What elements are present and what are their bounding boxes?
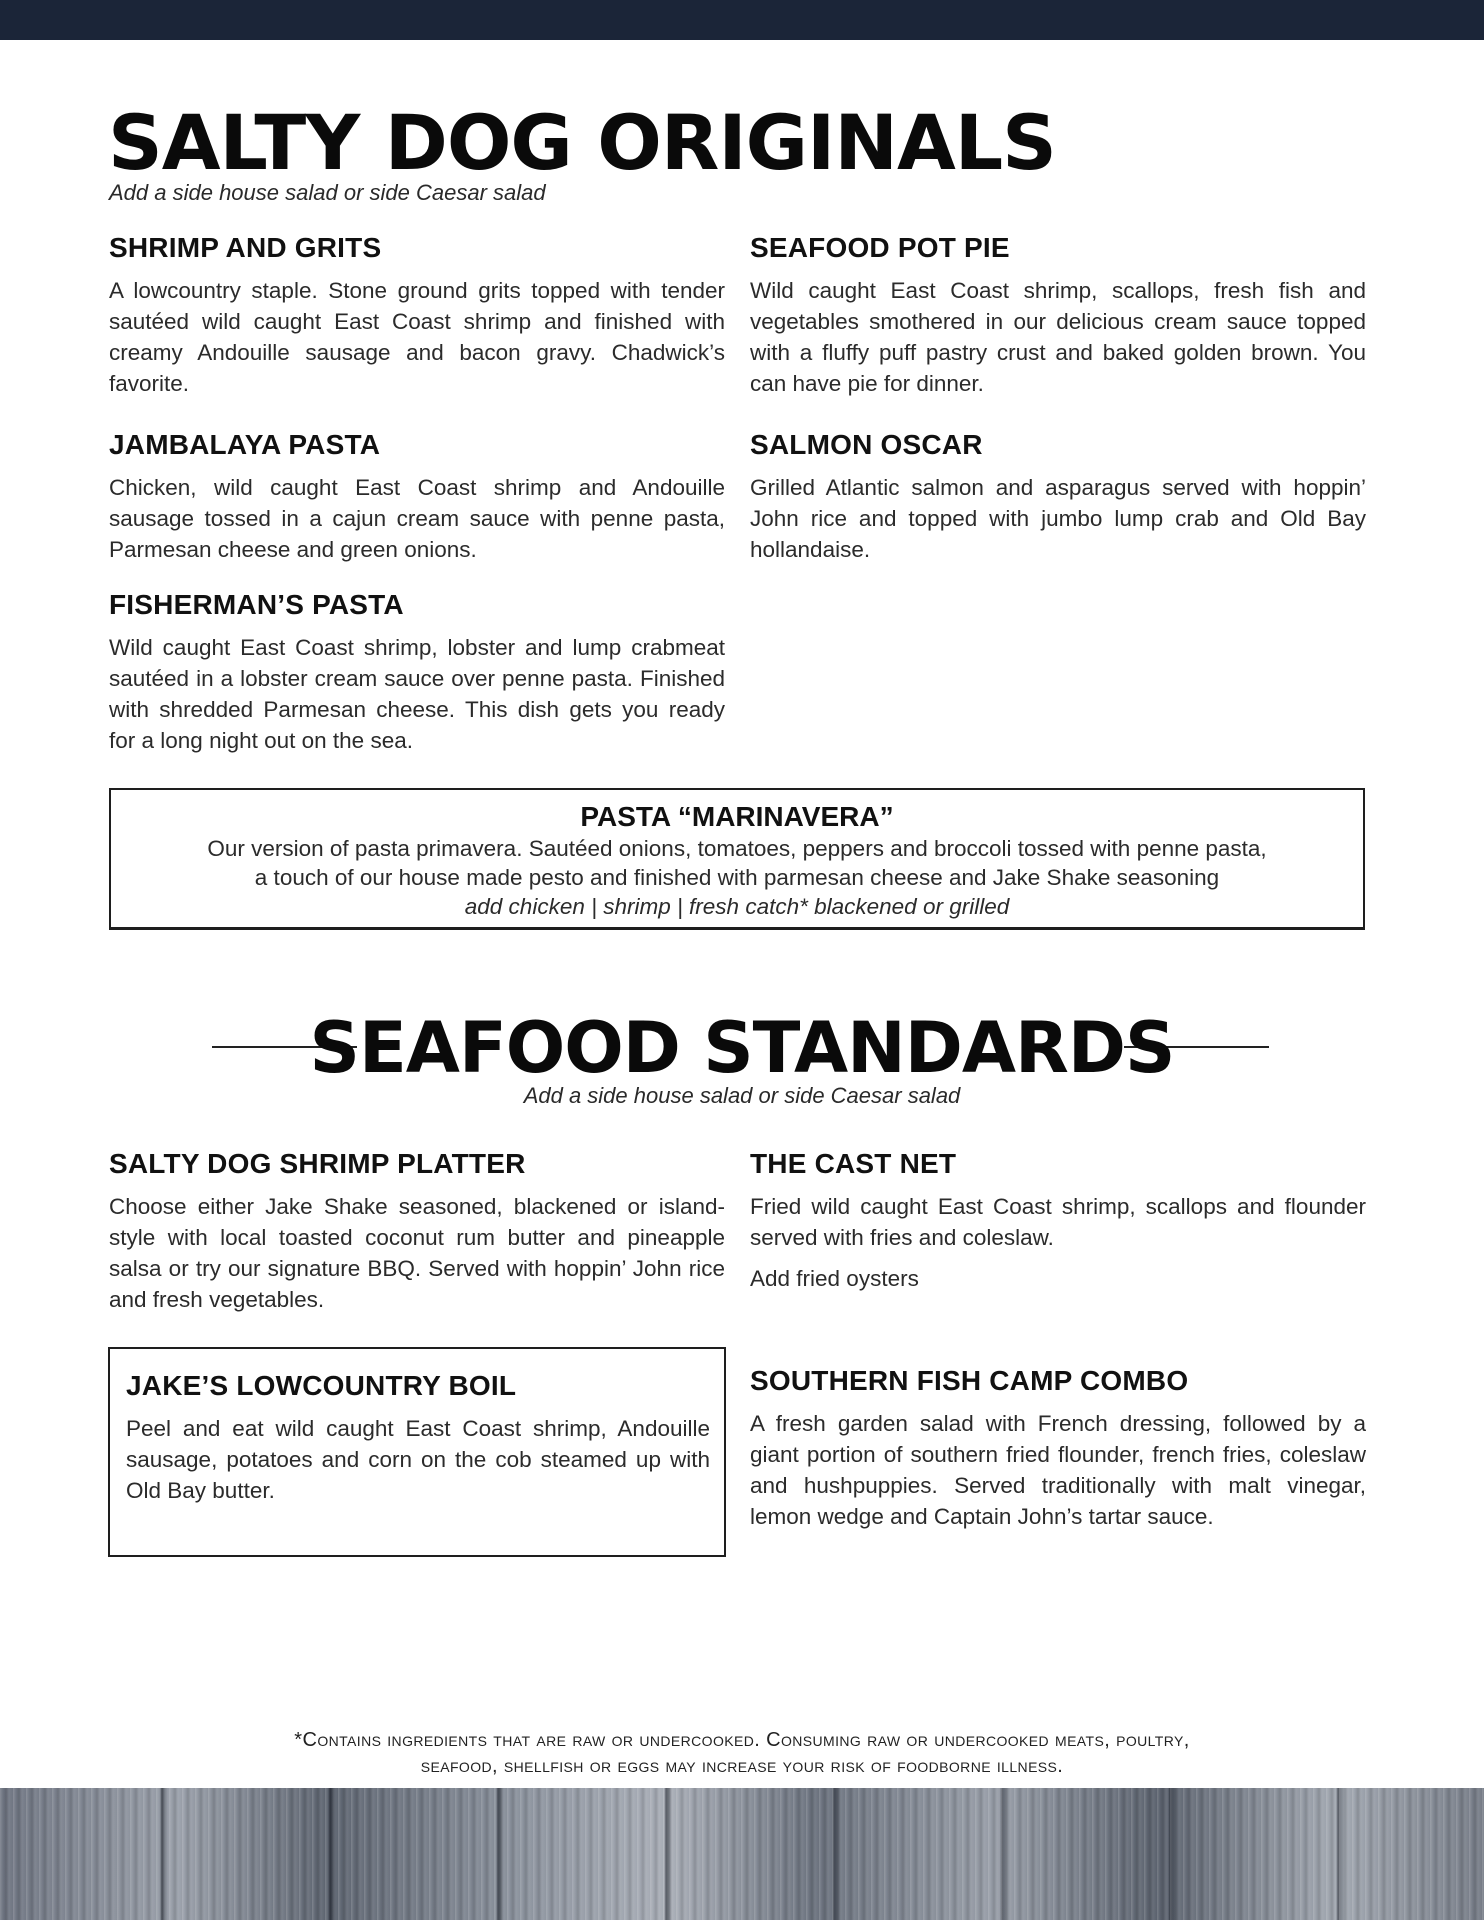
disclaimer: [150, 1727, 1334, 1779]
menu-item-description: Choose either Jake Shake seasoned, blackened or island-style with local toasted coconut rum butter and pineapple salsa or try our signature BBQ. Served with hoppin’ John rice and fresh vegetables.: [109, 1194, 725, 1312]
menu-item-name: FISHERMAN’S PASTA: [109, 589, 404, 620]
menu-item-name: THE CAST NET: [750, 1148, 957, 1179]
menu-item-fishermans-pasta: [109, 588, 725, 756]
wood-texture-footer: [0, 1788, 1484, 1920]
featured-item-addons: add chicken | shrimp | fresh catch* blackened or grilled: [464, 894, 1010, 919]
menu-item-lowcountry-boil: [126, 1369, 710, 1506]
menu-item-description: Fried wild caught East Coast shrimp, scallops and flounder served with fries and coleslaw.: [750, 1194, 1366, 1250]
menu-item-name: SEAFOOD POT PIE: [750, 232, 1010, 263]
menu-item-cast-net: [750, 1147, 1366, 1294]
section-subtitle-standards: Add a side house salad or side Caesar salad: [523, 1083, 961, 1108]
featured-item-box: [109, 788, 1365, 930]
menu-item-shrimp-platter: [109, 1147, 725, 1315]
menu-item-addon: Add fried oysters: [750, 1266, 919, 1291]
menu-item-jambalaya-pasta: [109, 428, 725, 565]
menu-item-shrimp-and-grits: [109, 231, 725, 399]
top-bar: [0, 0, 1484, 40]
disclaimer-line1: *Contains ingredients that are raw or undercooked. Consuming raw or undercooked meats, poultry,: [294, 1729, 1190, 1751]
menu-item-description: Grilled Atlantic salmon and asparagus served with hoppin’ John rice and topped with jumbo lump crab and Old Bay hollandaise.: [750, 475, 1366, 562]
menu-item-seafood-pot-pie: [750, 231, 1366, 399]
menu-item-description: Wild caught East Coast shrimp, scallops, fresh fish and vegetables smothered in our delicious cream sauce topped with a fluffy puff pastry crust and baked golden brown. You can have pie for dinner.: [750, 278, 1366, 396]
featured-item-name: PASTA “MARINAVERA”: [580, 801, 894, 832]
menu-item-name: SHRIMP AND GRITS: [109, 232, 382, 263]
disclaimer-line2: seafood, shellfish or eggs may increase your risk of foodborne illness.: [420, 1755, 1064, 1777]
menu-item-name: SALMON OSCAR: [750, 429, 983, 460]
menu-item-description: A fresh garden salad with French dressing, followed by a giant portion of southern fried flounder, french fries, coleslaw and hushpuppies. Served traditionally with malt vinegar, lemon wedge and Captain John’s tartar sauce.: [750, 1411, 1366, 1529]
boxed-item: [108, 1347, 726, 1557]
section-title-standards: SEAFOOD STANDARDS: [309, 1007, 1175, 1089]
menu-item-fish-camp-combo: [750, 1364, 1366, 1532]
menu-item-description: Wild caught East Coast shrimp, lobster and lump crabmeat sautéed in a lobster cream sauce over penne pasta. Finished with shredded Parmesan cheese. This dish gets you ready for a long night out on the sea.: [109, 635, 725, 753]
menu-item-description: A lowcountry staple. Stone ground grits topped with tender sautéed wild caught East Coast shrimp and finished with creamy Andouille sausage and bacon gravy. Chadwick’s favorite.: [109, 278, 725, 396]
section-title-originals: SALTY DOG ORIGINALS: [108, 98, 1056, 187]
featured-item-description-line2: a touch of our house made pesto and finished with parmesan cheese and Jake Shake seasoning: [254, 865, 1220, 890]
menu-item-description: Peel and eat wild caught East Coast shrimp, Andouille sausage, potatoes and corn on the cob steamed up with Old Bay butter.: [126, 1416, 710, 1503]
menu-item-name: JAMBALAYA PASTA: [109, 429, 381, 460]
menu-item-name: SALTY DOG SHRIMP PLATTER: [109, 1148, 526, 1179]
menu-item-salmon-oscar: [750, 428, 1366, 565]
section-subtitle-originals: Add a side house salad or side Caesar salad: [109, 180, 546, 205]
menu-item-description: Chicken, wild caught East Coast shrimp and Andouille sausage tossed in a cajun cream sauce with penne pasta, Parmesan cheese and green onions.: [109, 475, 725, 562]
menu-item-name: JAKE’S LOWCOUNTRY BOIL: [126, 1370, 517, 1401]
featured-item-description-line1: Our version of pasta primavera. Sautéed onions, tomatoes, peppers and broccoli tossed with penne pasta,: [207, 836, 1267, 861]
menu-item-name: SOUTHERN FISH CAMP COMBO: [750, 1365, 1189, 1396]
